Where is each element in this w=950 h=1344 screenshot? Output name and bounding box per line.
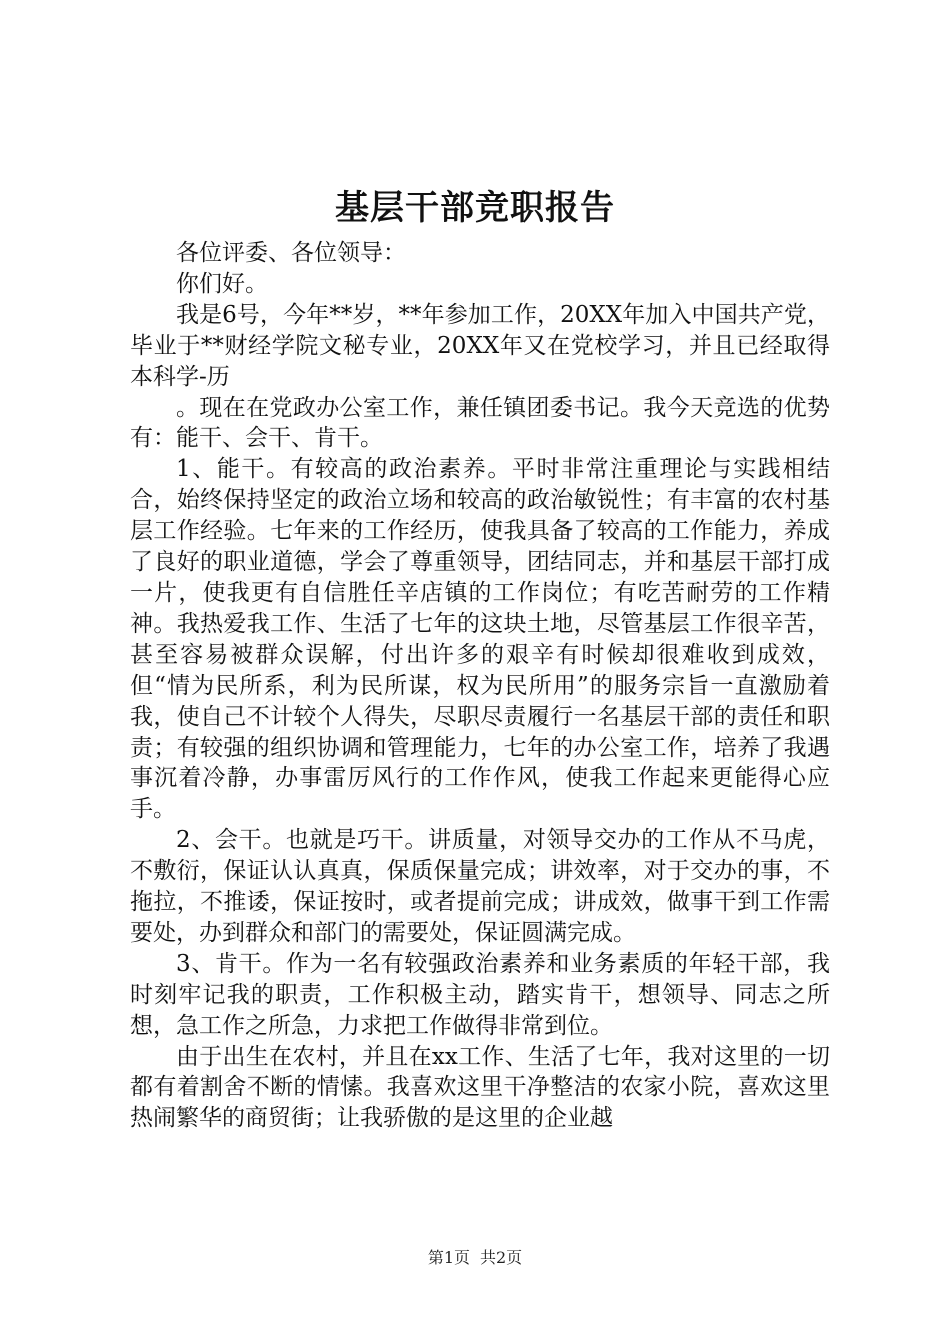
document-body — [130, 238, 830, 1134]
position-paragraph: 。现在在党政办公室工作，兼任镇团委书记。我今天竞选的优势有：能干、会干、肯干。 — [130, 394, 830, 452]
document-title: 基层干部竞职报告 — [335, 188, 615, 228]
salutation-paragraph: 你们好。 — [176, 270, 268, 297]
page-number: 第1页 — [427, 1248, 470, 1267]
closing-paragraph: 由于出生在农村，并且在xx工作、生活了七年，我对这里的一切都有着割舍不断的情愫。我喜欢这里干净整洁的农家小院，喜欢这里热闹繁华的商贸街；让我骄傲的是这里的企业越 — [130, 1043, 830, 1132]
page-footer — [0, 1247, 950, 1269]
point-one-paragraph: 1、能干。有较高的政治素养。平时非常注重理论与实践相结合，始终保持坚定的政治立场和较高的政治敏锐性；有丰富的农村基层工作经验。七年来的工作经历，使我具备了较高的工作能力，养成了良好的职业道德，学会了尊重领导，团结同志，并和基层干部打成一片，使我更有自信胜任辛店镇的工作岗位；有吃苦耐劳的工作精神。我热爱我工作、生活了七年的这块土地，尽管基层工作很辛苦，甚至容易被群众误解，付出许多的艰辛有时候却很难收到成效，但“情为民所系，利为民所谋，权为民所用”的服务宗旨一直激励着我，使自己不计较个人得失，尽职尽责履行一名基层干部的责任和职责；有较强的组织协调和管理能力，七年的办公室工作，培养了我遇事沉着冷静，办事雷厉风行的工作作风，使我工作起来更能得心应手。 — [130, 456, 830, 823]
page-total: 共2页 — [480, 1248, 523, 1267]
intro-paragraph: 我是6号，今年**岁，**年参加工作，20XX年加入中国共产党，毕业于**财经学院文秘专业，20XX年又在党校学习，并且已经取得本科学-历 — [130, 301, 830, 390]
point-three-paragraph: 3、肯干。作为一名有较强政治素养和业务素质的年轻干部，我时刻牢记我的职责，工作积极主动，踏实肯干，想领导、同志之所想，急工作之所急，力求把工作做得非常到位。 — [130, 950, 830, 1039]
point-two-paragraph: 2、会干。也就是巧干。讲质量，对领导交办的工作从不马虎，不敷衍，保证认认真真，保质保量完成；讲效率，对于交办的事，不拖拉，不推诿，保证按时，或者提前完成；讲成效，做事干到工作需要处，办到群众和部门的需要处，保证圆满完成。 — [130, 827, 830, 946]
greeting-paragraph: 各位评委、各位领导： — [176, 240, 406, 266]
